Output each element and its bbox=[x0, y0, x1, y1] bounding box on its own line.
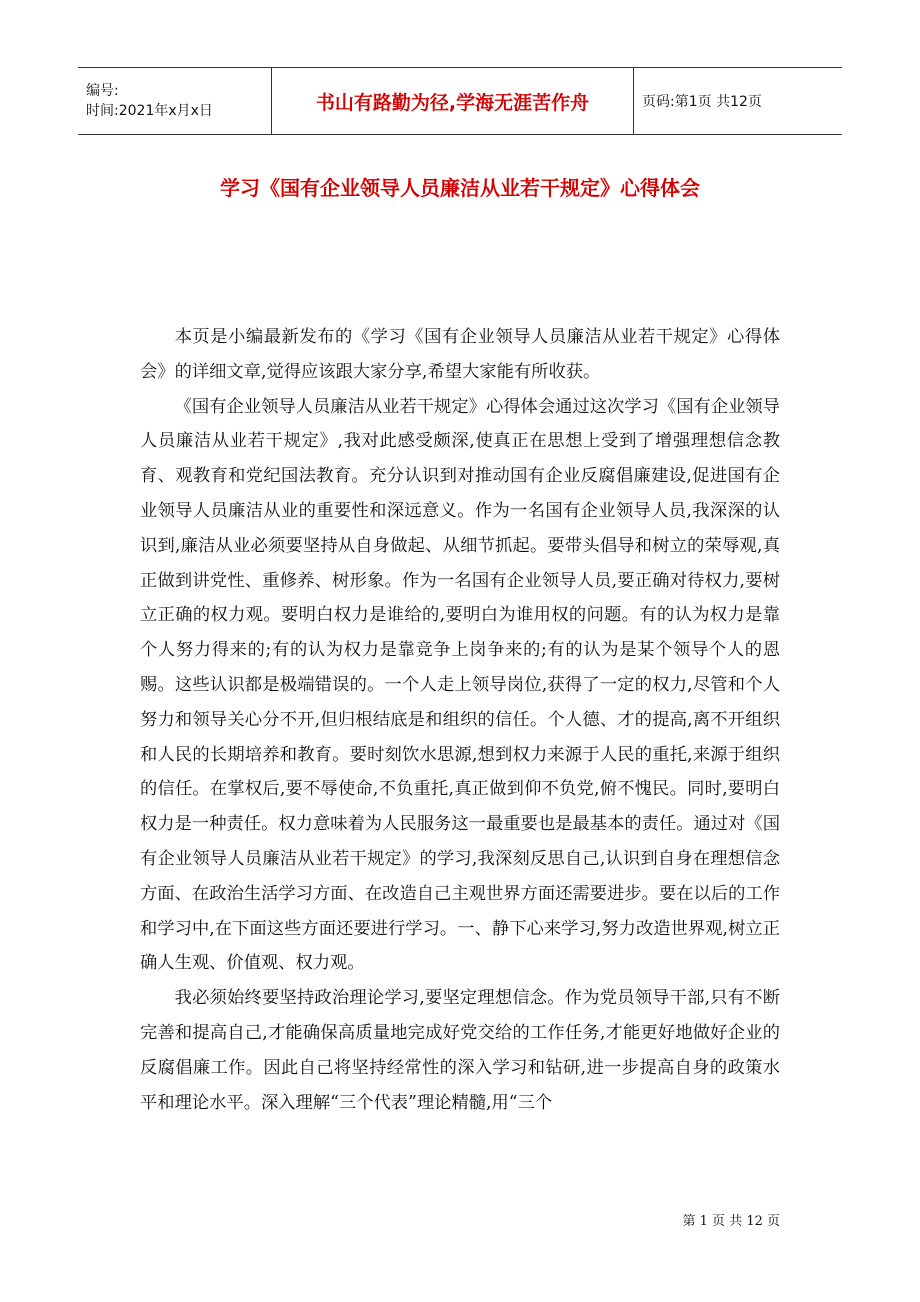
header-motto-cell bbox=[272, 68, 634, 134]
document-body bbox=[140, 320, 780, 1120]
serial-number-label: 编号: bbox=[86, 83, 119, 99]
paragraph-3: 我必须始终要坚持政治理论学习,要坚定理想信念。作为党员领导干部,只有不断完善和提高自己,才能确保高质量地完成好党交给的工作任务,才能更好地做好企业的反腐倡廉工作。因此自己将坚持经常性的深入学习和钻研,进一步提高自身的政策水平和理论水平。深入理解“三个代表”理论精髓,用“三个 bbox=[140, 988, 780, 1113]
header-table bbox=[78, 67, 842, 135]
footer-page-number: 第 1 页 共 12 页 bbox=[682, 1214, 780, 1229]
date-label: 时间:2021年x月x日 bbox=[86, 103, 213, 119]
header-motto: 书山有路勤为径,学海无涯苦作舟 bbox=[315, 91, 590, 114]
paragraph-1: 本页是小编最新发布的《学习《国有企业领导人员廉洁从业若干规定》心得体会》的详细文章,觉得应该跟大家分享,希望大家能有所收获。 bbox=[140, 327, 780, 382]
header-page-cell bbox=[634, 68, 842, 134]
document-title: 学习《国有企业领导人员廉洁从业若干规定》心得体会 bbox=[220, 176, 700, 200]
header-page-label: 页码:第1页 共12页 bbox=[642, 94, 762, 110]
header-meta-cell bbox=[78, 68, 272, 134]
paragraph-2: 《国有企业领导人员廉洁从业若干规定》心得体会通过这次学习《国有企业领导人员廉洁从业若干规定》,我对此感受颇深,使真正在思想上受到了增强理想信念教育、观教育和党纪国法教育。充分认识到对推动国有企业反腐倡廉建设,促进国有企业领导人员廉洁从业的重要性和深远意义。作为一名国有企业领导人员,我深深的认识到,廉洁从业必须要坚持从自身做起、从细节抓起。要带头倡导和树立的荣辱观,真正做到讲党性、重修养、树形象。作为一名国有企业领导人员,要正确对待权力,要树立正确的权力观。要明白权力是谁给的,要明白为谁用权的问题。有的认为权力是靠个人努力得来的;有的认为权力是靠竞争上岗争来的;有的认为是某个领导个人的恩赐。这些认识都是极端错误的。一个人走上领导岗位,获得了一定的权力,尽管和个人努力和领导关心分不开,但归根结底是和组织的信任。个人德、才的提高,离不开组织和人民的长期培养和教育。要时刻饮水思源,想到权力来源于人民的重托,来源于组织的信任。在掌权后,要不辱使命,不负重托,真正做到仰不负党,俯不愧民。同时,要明白权力是一种责任。权力意味着为人民服务这一最重要也是最基本的责任。通过对《国有企业领导人员廉洁从业若干规定》的学习,我深刻反思自己,认识到自身在理想信念方面、在政治生活学习方面、在改造自己主观世界方面还需要进步。要在以后的工作和学习中,在下面这些方面还要进行学习。一、静下心来学习,努力改造世界观,树立正确人生观、价值观、权力观。 bbox=[140, 396, 780, 974]
